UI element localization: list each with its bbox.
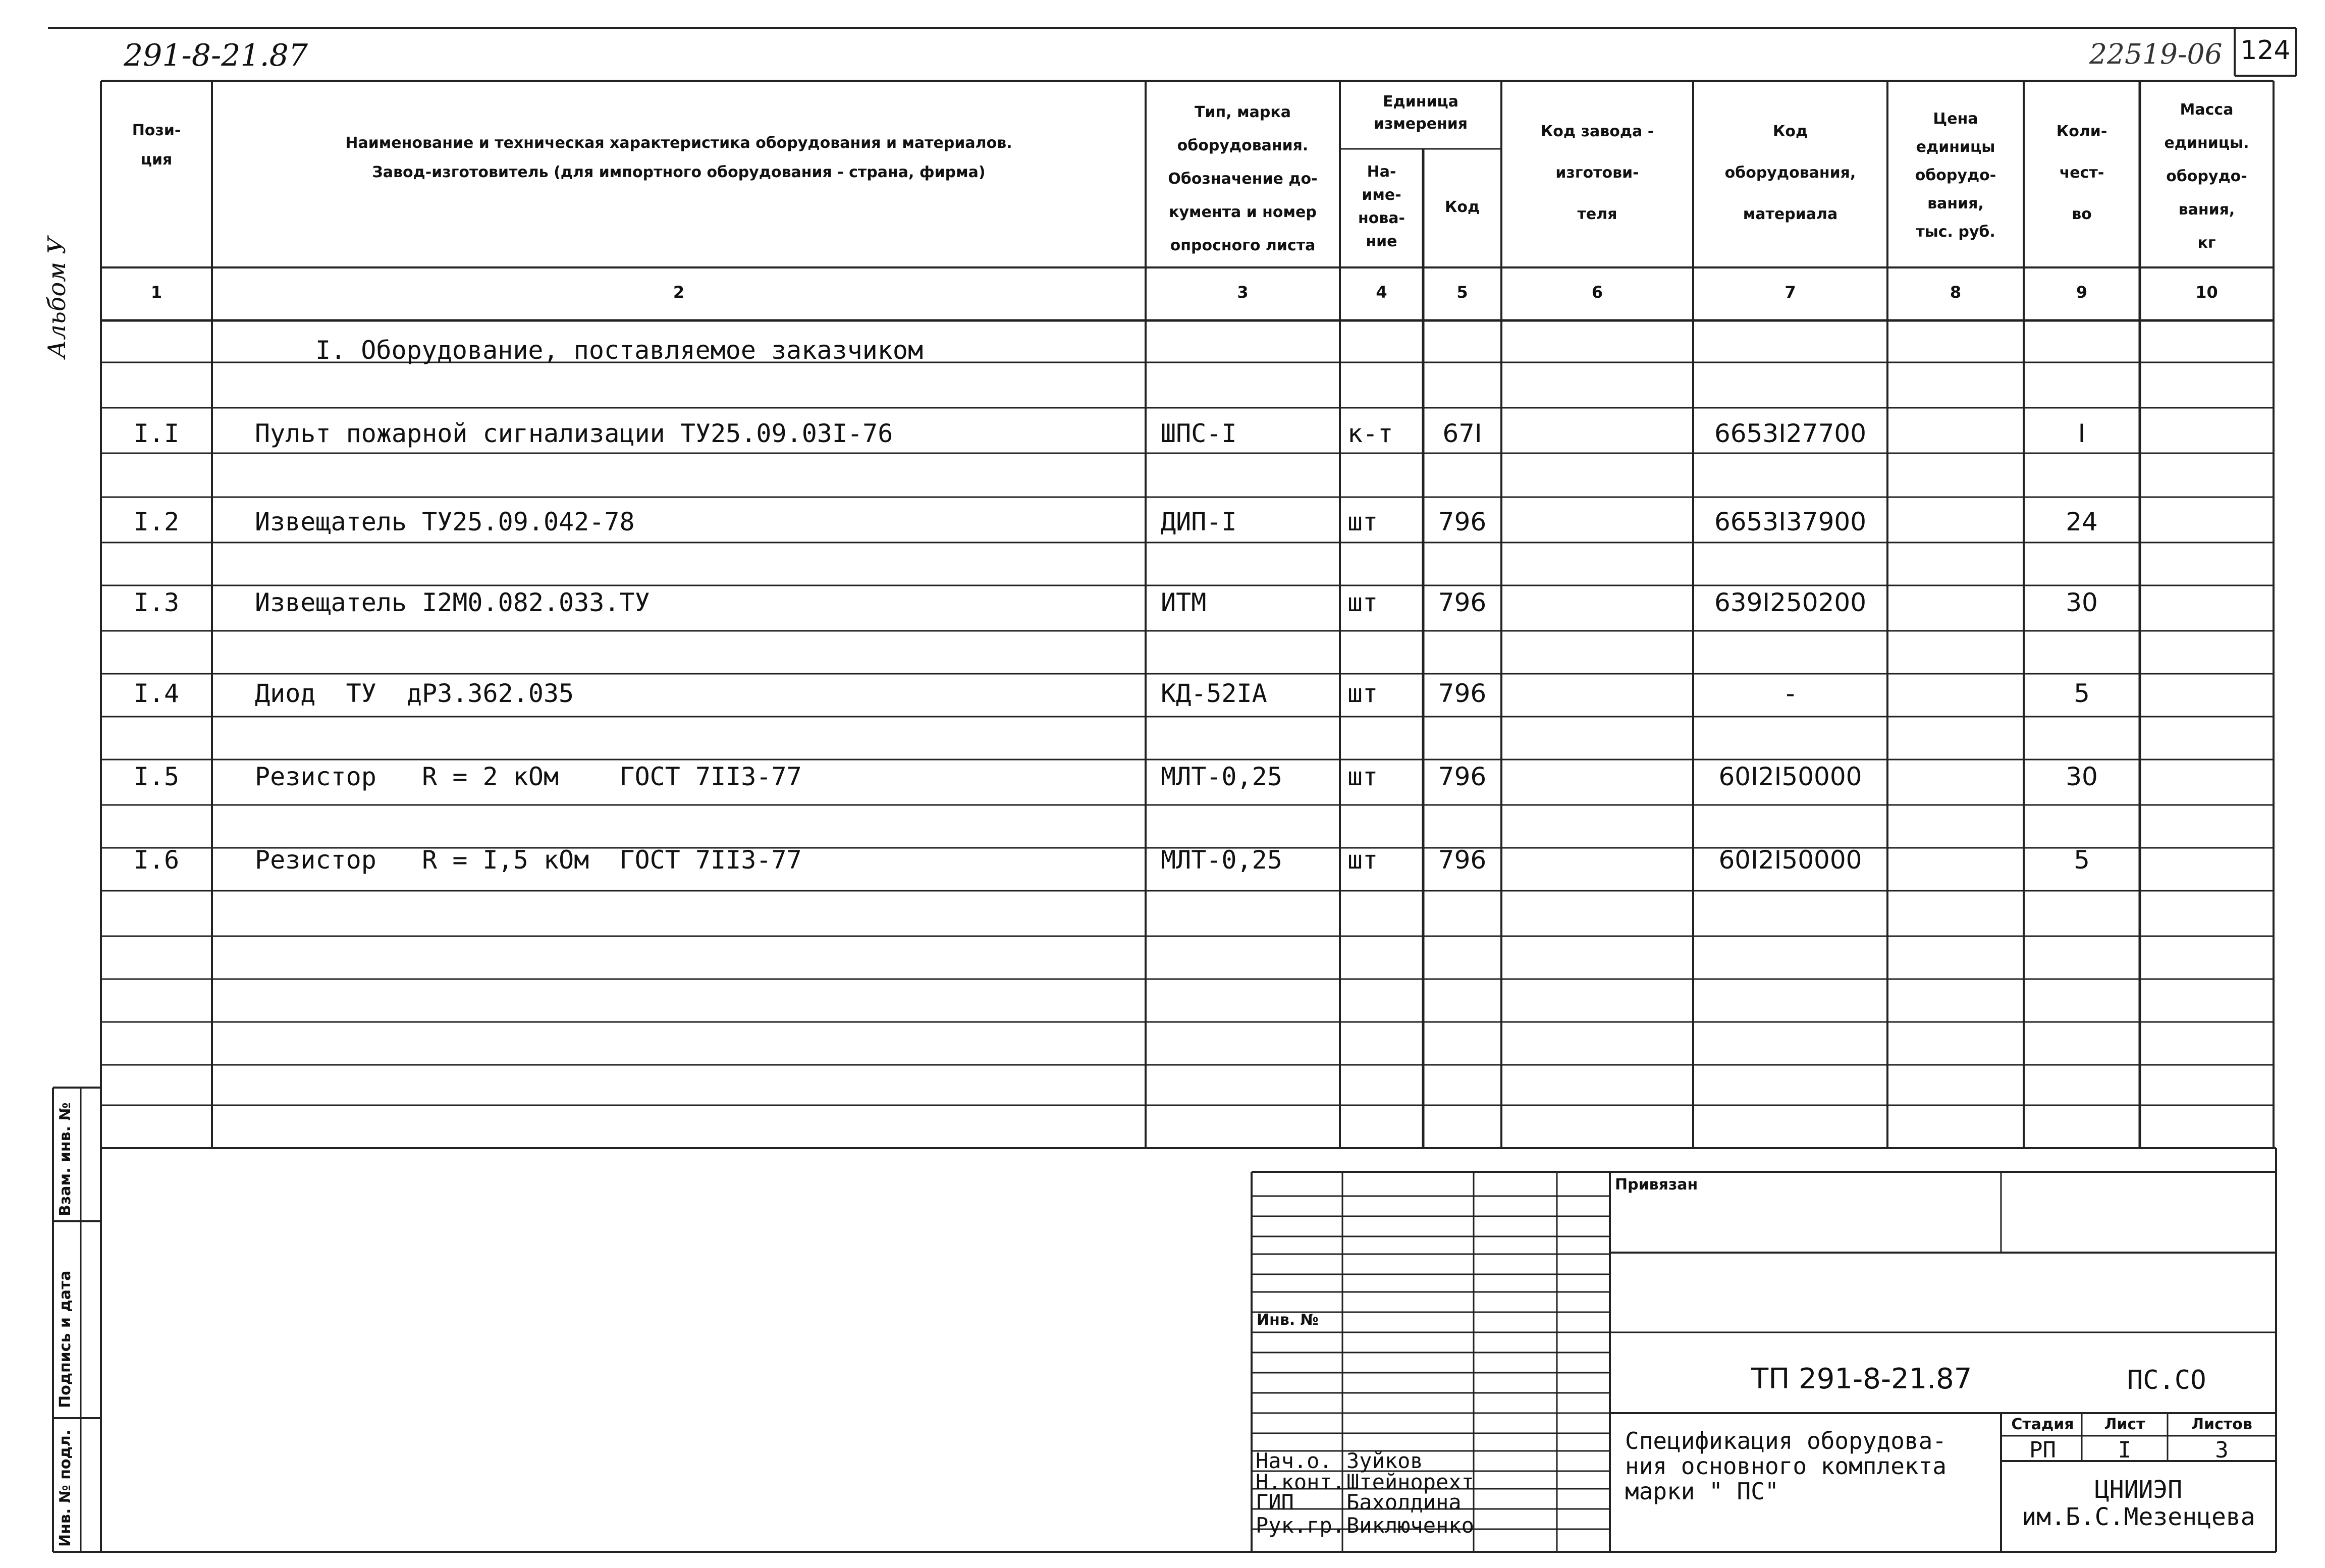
col1-header: Пози- ция [132,122,181,169]
row-unit-code: 796 [1438,679,1487,708]
page-number: 124 [2240,35,2291,66]
row-unit-code: 796 [1438,845,1487,875]
col-number: 2 [673,283,685,302]
sheets-value: 3 [2215,1437,2229,1463]
stamp-label-podpis: Подпись и дата [57,1270,74,1408]
row-item-code: 6653I27700 [1714,419,1867,448]
top-left-code: 291-8-21.87 [124,38,308,73]
stage-value: РП [2029,1437,2056,1463]
inv-no-label: Инв. № [1257,1311,1319,1329]
row-item-code: 639I250200 [1714,588,1867,617]
row-type: МЛТ-0,25 [1161,845,1282,875]
signer-role: Рук.гр. [1256,1513,1345,1538]
row-type: ДИП-I [1161,507,1237,536]
row-item-code: - [1786,679,1795,708]
row-name: Диод ТУ дР3.362.035 [255,679,574,708]
row-unit: шт [1347,588,1378,617]
col9-header: Коли- чест- во [2056,123,2107,223]
sheet-value: I [2118,1437,2132,1463]
row-type: МЛТ-0,25 [1161,762,1282,791]
row-quantity: 5 [2074,679,2090,708]
signer-name: Штейнорехт [1346,1470,1474,1494]
row-name: Резистор R = I,5 кОм ГОСТ 7II3-77 [255,845,802,875]
row-unit: шт [1347,679,1378,708]
row-unit: шт [1347,762,1378,791]
row-unit: шт [1347,507,1378,536]
col8-header: Цена единицы оборудо- вания, тыс. руб. [1915,110,1996,241]
col6-header: Код завода - изготови- теля [1540,123,1654,223]
top-right-code: 22519-06 [2089,38,2223,70]
col-number: 7 [1785,283,1796,302]
col3-header: Тип, марка оборудования. Обозначение до- кумента и номер опросного листа [1168,103,1318,254]
col-number: 10 [2195,283,2218,302]
col7-header: Код оборудования, материала [1724,123,1856,223]
privyazan-label: Привязан [1615,1176,1698,1194]
row-unit-code: 67I [1442,419,1482,448]
signer-role: Нач.о. [1256,1448,1332,1473]
col-number: 8 [1950,283,1962,302]
sheets-label: Листов [2191,1416,2252,1433]
row-position: I.6 [133,845,180,875]
organization: ЦНИИЭП им.Б.С.Мезенцева [2022,1476,2255,1531]
col-number: 1 [150,283,163,302]
row-name: Извещатель I2М0.082.033.ТУ [255,588,650,617]
unit-group-header: Единица измерения [1373,93,1468,133]
doc-title: Спецификация оборудова- ния основного комплекта марки " ПС" [1625,1427,1946,1505]
row-unit: шт [1347,845,1378,875]
row-item-code: 60I2I50000 [1718,762,1862,791]
row-unit-code: 796 [1438,588,1487,617]
row-unit: к-т [1347,419,1393,448]
stage-label: Стадия [2011,1416,2074,1433]
col-number: 5 [1456,283,1468,302]
col-number: 3 [1237,283,1249,302]
row-quantity: 24 [2066,507,2098,536]
col-number: 4 [1376,283,1387,302]
col5-header: Код [1444,198,1480,216]
signer-role: ГИП [1256,1490,1294,1515]
row-position: I.2 [133,507,180,536]
row-quantity: 30 [2066,762,2098,791]
doc-mark: ПС.СО [2127,1365,2206,1395]
row-position: I.I [133,419,180,448]
section-title: I. Оборудование, поставляемое заказчиком [315,336,924,365]
col2-header: Наименование и техническая характеристика оборудования и материалов. Завод-изготовитель (для импортного оборудования - страна, фирма) [345,134,1012,181]
col-number: 6 [1591,283,1603,302]
row-name: Пульт пожарной сигнализации ТУ25.09.03I-76 [255,419,893,448]
row-name: Извещатель ТУ25.09.042-78 [255,507,635,536]
row-item-code: 6653I37900 [1714,507,1867,536]
col10-header: Масса единицы. оборудо- вания, кг [2164,101,2249,252]
signer-name: Виключенко [1346,1513,1474,1538]
row-quantity: 5 [2074,845,2090,875]
row-name: Резистор R = 2 кОм ГОСТ 7II3-77 [255,762,802,791]
sheet-label: Лист [2104,1416,2145,1433]
row-type: ИТМ [1161,588,1207,617]
row-position: I.5 [133,762,180,791]
row-quantity: 30 [2066,588,2098,617]
row-position: I.3 [133,588,180,617]
doc-code: ТП 291-8-21.87 [1751,1363,1972,1395]
row-type: ШПС-I [1161,419,1237,448]
signer-role: Н.конт. [1256,1470,1345,1494]
stamp-label-inv: Инв. № подл. [57,1429,74,1547]
row-quantity: I [2078,419,2086,448]
col4-header: На- име- нова- ние [1358,163,1405,250]
signer-name: Бахолдина [1346,1490,1462,1515]
row-item-code: 60I2I50000 [1718,845,1862,875]
row-position: I.4 [133,679,180,708]
row-unit-code: 796 [1438,762,1487,791]
row-unit-code: 796 [1438,507,1487,536]
stamp-label-vzam: Взам. инв. № [57,1102,74,1216]
col-number: 9 [2076,283,2088,302]
row-type: КД-52IА [1161,679,1267,708]
signer-name: Зуйков [1346,1448,1423,1473]
album-label: Альбом У [43,237,71,358]
